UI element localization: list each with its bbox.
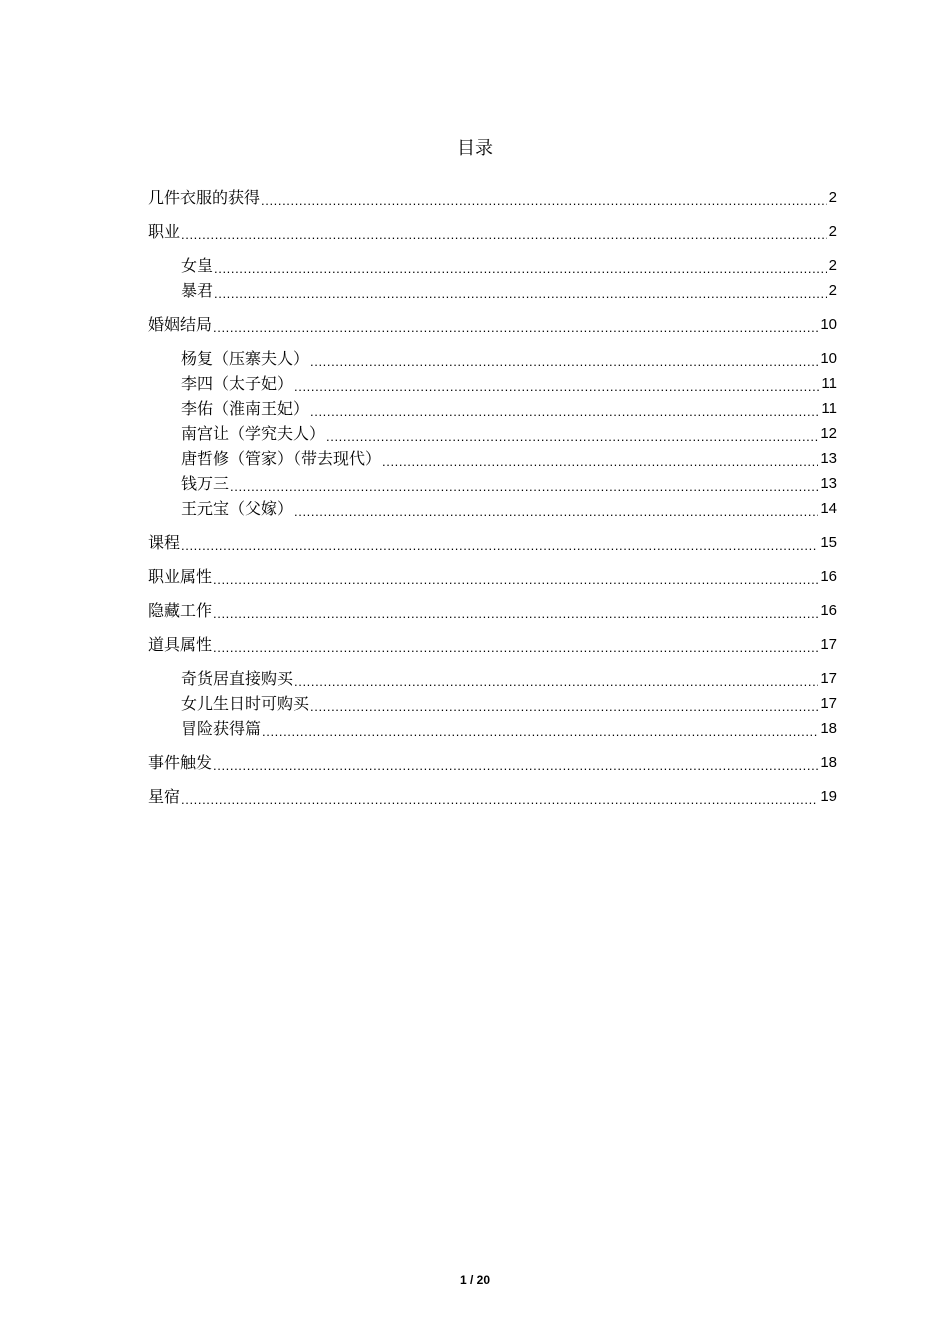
toc-entry-label: 南宫让（学究夫人） [181,424,326,443]
dot-leader [214,280,827,302]
toc-entry[interactable] [148,373,837,395]
dot-leader [181,532,818,554]
dot-leader [294,668,818,690]
dot-leader [213,600,818,622]
dot-leader [213,634,818,656]
toc-entry[interactable] [148,634,837,656]
toc-entry-label: 几件衣服的获得 [148,188,261,207]
toc-entry-label: 职业 [148,222,181,241]
dot-leader [213,314,818,336]
toc-entry[interactable] [148,473,837,495]
toc-entry[interactable] [148,280,837,302]
toc-entry-label: 暴君 [181,281,214,300]
toc-entry[interactable] [148,786,837,808]
toc-entry-label: 王元宝（父嫁） [181,499,294,518]
toc-entry-page-number: 12 [820,425,837,442]
dot-leader [310,398,819,420]
toc-entry-page-number: 17 [820,695,837,712]
dot-leader [181,221,827,243]
toc-entry-page-number: 18 [820,720,837,737]
toc-entry-page-number: 17 [820,636,837,653]
toc-entry[interactable] [148,693,837,715]
dot-leader [261,187,827,209]
toc-entry-label: 冒险获得篇 [181,719,262,738]
toc-entry-label: 女皇 [181,256,214,275]
dot-leader [213,566,818,588]
toc-entry-label: 婚姻结局 [148,315,213,334]
toc-entry-label: 事件触发 [148,753,213,772]
toc-entry-page-number: 10 [820,350,837,367]
dot-leader [310,348,818,370]
dot-leader [294,498,818,520]
toc-entry-label: 杨复（压寨夫人） [181,349,310,368]
toc-entry-page-number: 14 [820,500,837,517]
toc-entry-label: 女儿生日时可购买 [181,694,310,713]
toc-entry-label: 李佑（淮南王妃） [181,399,310,418]
dot-leader [213,752,818,774]
toc-entry-page-number: 13 [820,450,837,467]
dot-leader [230,473,818,495]
toc-entry-page-number: 2 [828,223,837,240]
toc-entry-page-number: 19 [820,788,837,805]
toc-entry-label: 课程 [148,533,181,552]
toc-list [148,187,837,808]
toc-entry-page-number: 16 [820,568,837,585]
toc-entry[interactable] [148,668,837,690]
dot-leader [294,373,819,395]
toc-entry[interactable] [148,498,837,520]
page-indicator: 1 / 20 [459,1273,491,1287]
toc-entry[interactable] [148,187,837,209]
toc-title: 目录 [457,138,493,159]
toc-entry[interactable] [148,255,837,277]
toc-entry[interactable] [148,314,837,336]
toc-entry-label: 星宿 [148,787,181,806]
toc-entry-label: 道具属性 [148,635,213,654]
toc-entry-page-number: 17 [820,670,837,687]
toc-entry-label: 职业属性 [148,567,213,586]
toc-entry-label: 李四（太子妃） [181,374,294,393]
toc-entry[interactable] [148,348,837,370]
toc-entry-page-number: 18 [820,754,837,771]
dot-leader [181,786,818,808]
toc-entry-page-number: 2 [828,282,837,299]
dot-leader [326,423,818,445]
dot-leader [262,718,818,740]
dot-leader [310,693,818,715]
toc-entry-label: 唐哲修（管家）（带去现代） [181,449,382,468]
toc-entry[interactable] [148,221,837,243]
toc-entry-page-number: 13 [820,475,837,492]
toc-entry-page-number: 11 [821,400,837,417]
toc-entry[interactable] [148,398,837,420]
toc-entry-label: 钱万三 [181,474,230,493]
dot-leader [214,255,827,277]
toc-entry-page-number: 15 [820,534,837,551]
toc-entry-page-number: 2 [828,189,837,206]
toc-entry[interactable] [148,423,837,445]
toc-entry-page-number: 10 [820,316,837,333]
toc-entry[interactable] [148,448,837,470]
toc-entry-page-number: 16 [820,602,837,619]
toc-entry-page-number: 11 [821,375,837,392]
toc-entry[interactable] [148,532,837,554]
toc-entry[interactable] [148,718,837,740]
dot-leader [382,448,818,470]
toc-entry-page-number: 2 [828,257,837,274]
toc-entry-label: 奇货居直接购买 [181,669,294,688]
toc-entry[interactable] [148,566,837,588]
toc-entry[interactable] [148,752,837,774]
toc-entry[interactable] [148,600,837,622]
toc-entry-label: 隐藏工作 [148,601,213,620]
